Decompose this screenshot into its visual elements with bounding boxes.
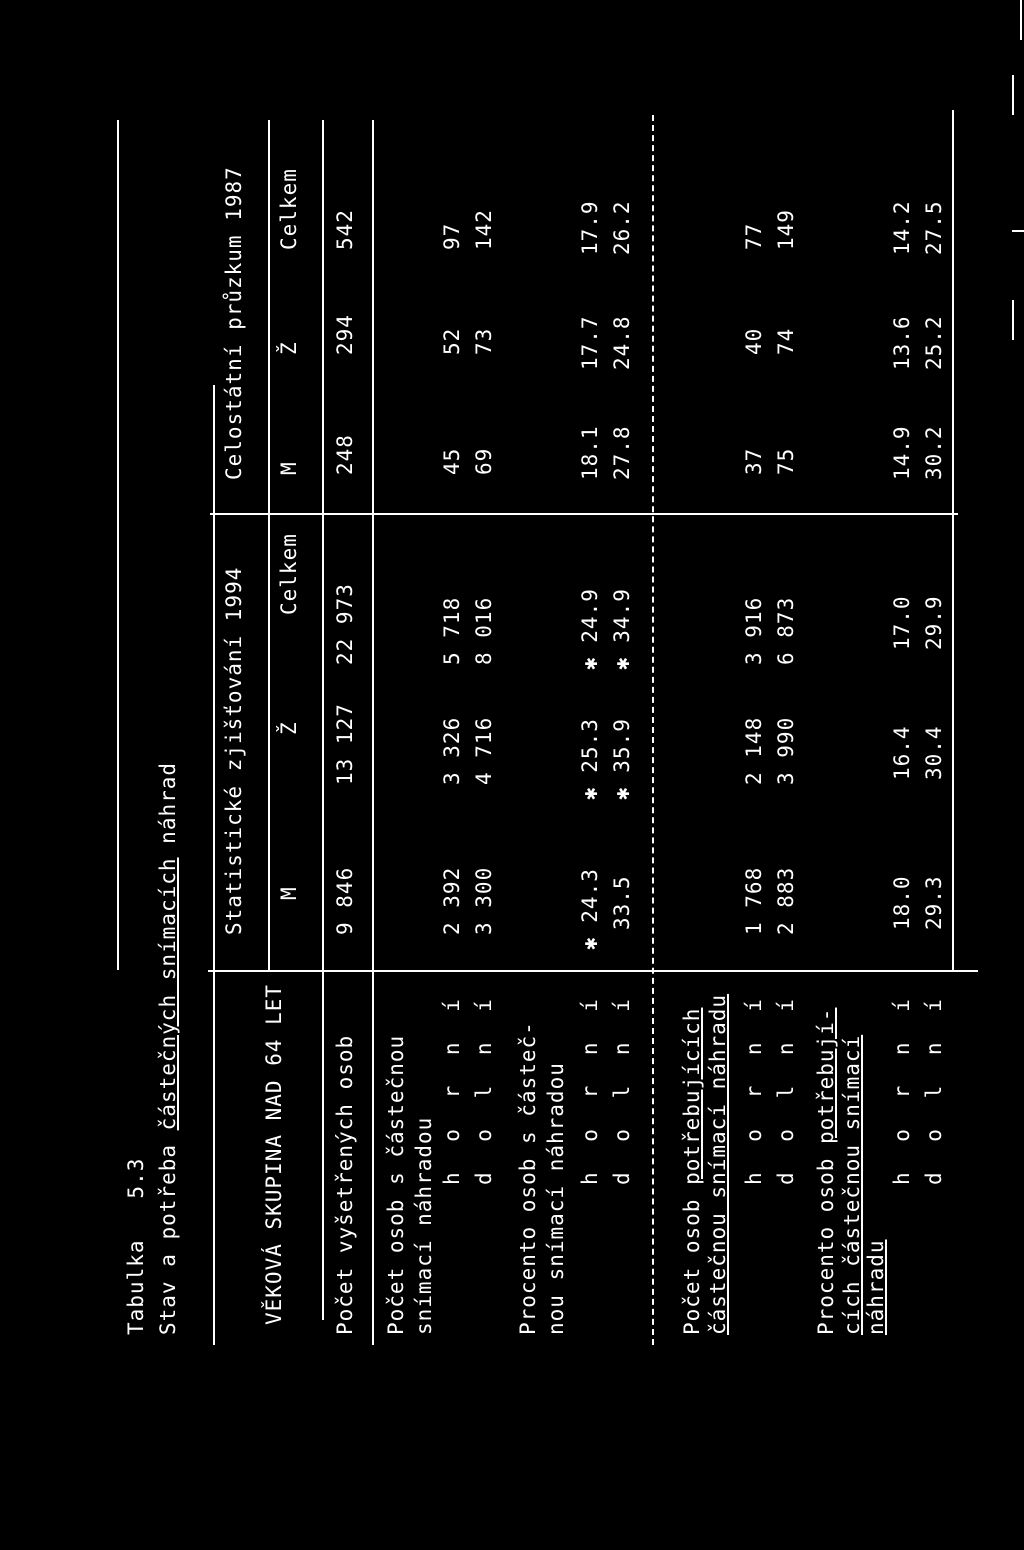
rule-after-examined xyxy=(372,120,374,1345)
scan-edge-mark xyxy=(1020,0,1022,40)
cell: 18.0 xyxy=(890,875,914,930)
dashed-separator xyxy=(652,115,654,1345)
cell: ✱ 34.9 xyxy=(610,588,634,670)
cell: 16.4 xyxy=(890,725,914,780)
header-col-z-1994: Ž xyxy=(277,721,301,735)
row-label-upper: h o r n í xyxy=(890,990,914,1185)
scan-edge-mark xyxy=(1012,300,1014,340)
section-with-count-label-1: Počet osob s částečnou xyxy=(384,1034,408,1335)
section-need-count-label-2: částečnou snímací náhradu xyxy=(706,993,730,1335)
cell: ✱ 24.3 xyxy=(578,868,602,950)
cell: 17.7 xyxy=(578,315,602,370)
section-need-count-label-1 xyxy=(680,1008,704,1335)
rule-header-bottom xyxy=(322,120,324,1320)
section-need-pct-label-3: náhradu xyxy=(864,1239,888,1335)
cell: 74 xyxy=(774,327,798,355)
cell: 3 300 xyxy=(472,866,496,935)
row-label-upper: h o r n í xyxy=(742,990,766,1185)
cell: 3 326 xyxy=(440,716,464,785)
scan-edge-mark xyxy=(1012,75,1014,115)
cell: 29.3 xyxy=(922,875,946,930)
label-prefix: Počet osob xyxy=(680,1184,704,1335)
cell: 142 xyxy=(472,209,496,250)
cell: 2 883 xyxy=(774,866,798,935)
row-label-lower: d o l n í xyxy=(774,990,798,1185)
cell: 6 873 xyxy=(774,596,798,665)
section-with-pct-label-2: nou snímací náhradou xyxy=(544,1062,568,1335)
header-col-m-1987: M xyxy=(277,461,301,475)
cell: 30.4 xyxy=(922,725,946,780)
cell: 29.9 xyxy=(922,595,946,650)
cell: ✱ 35.9 xyxy=(610,718,634,800)
cell: 542 xyxy=(333,209,357,250)
section-with-pct-label-1: Procento osob s částeč- xyxy=(516,1021,540,1335)
cell: ✱ 25.3 xyxy=(578,718,602,800)
separator-groups xyxy=(210,513,958,515)
cell: 27.5 xyxy=(922,200,946,255)
cell: 4 716 xyxy=(472,716,496,785)
rule-group-underline xyxy=(268,120,270,970)
cell: 2 392 xyxy=(440,866,464,935)
row-examined-label: Počet vyšetřených osob xyxy=(333,1034,357,1335)
cell: 8 016 xyxy=(472,596,496,665)
cell: 17.9 xyxy=(578,200,602,255)
header-group-1994: Statistické zjišťování 1994 xyxy=(222,566,246,935)
rule-top-left xyxy=(213,385,215,1345)
scan-edge-mark xyxy=(1012,230,1024,232)
cell: 26.2 xyxy=(610,200,634,255)
label-underlined: potřebují- xyxy=(814,1007,838,1144)
cell: 27.8 xyxy=(610,425,634,480)
cell: 24.8 xyxy=(610,315,634,370)
separator-labels xyxy=(208,970,978,972)
cell: 294 xyxy=(333,314,357,355)
cell: 17.0 xyxy=(890,595,914,650)
row-label-lower: d o l n í xyxy=(472,990,496,1185)
cell: 75 xyxy=(774,447,798,475)
cell: 1 768 xyxy=(742,866,766,935)
cell: 97 xyxy=(440,222,464,250)
header-col-total-1987: Celkem xyxy=(277,168,301,250)
table-title xyxy=(156,762,180,1335)
cell: ✱ 24.9 xyxy=(578,588,602,670)
title-underlined: částečných snímacích xyxy=(156,857,180,1131)
cell: 45 xyxy=(440,447,464,475)
cell: 2 148 xyxy=(742,716,766,785)
cell: 18.1 xyxy=(578,425,602,480)
cell: 3 990 xyxy=(774,716,798,785)
title-prefix: Stav a potřeba xyxy=(156,1130,180,1335)
cell: 22 973 xyxy=(333,583,357,665)
cell: 13 127 xyxy=(333,703,357,785)
cell: 37 xyxy=(742,447,766,475)
cell: 9 846 xyxy=(333,866,357,935)
table-number: Tabulka 5.3 xyxy=(124,1157,148,1335)
cell: 149 xyxy=(774,209,798,250)
label-prefix: Procento osob xyxy=(814,1143,838,1335)
header-group-1987: Celostátní průzkum 1987 xyxy=(222,166,246,480)
cell: 3 916 xyxy=(742,596,766,665)
header-row-label: VĚKOVÁ SKUPINA NAD 64 LET xyxy=(262,983,286,1325)
cell: 25.2 xyxy=(922,315,946,370)
rule-top-right xyxy=(117,120,119,970)
section-with-count-label-2: snímací náhradou xyxy=(412,1116,436,1335)
cell: 73 xyxy=(472,327,496,355)
cell: 52 xyxy=(440,327,464,355)
rule-bottom xyxy=(952,110,954,970)
cell: 30.2 xyxy=(922,425,946,480)
row-label-lower: d o l n í xyxy=(610,990,634,1185)
cell: 14.9 xyxy=(890,425,914,480)
label-underlined: potřebujících xyxy=(680,1007,704,1185)
section-need-pct-label-1 xyxy=(814,1008,838,1335)
header-col-z-1987: Ž xyxy=(277,341,301,355)
cell: 248 xyxy=(333,434,357,475)
header-col-total-1994: Celkem xyxy=(277,533,301,615)
cell: 33.5 xyxy=(610,875,634,930)
cell: 5 718 xyxy=(440,596,464,665)
title-suffix: náhrad xyxy=(156,761,180,858)
header-col-m-1994: M xyxy=(277,886,301,900)
cell: 77 xyxy=(742,222,766,250)
cell: 14.2 xyxy=(890,200,914,255)
cell: 69 xyxy=(472,447,496,475)
row-label-upper: h o r n í xyxy=(440,990,464,1185)
row-label-lower: d o l n í xyxy=(922,990,946,1185)
section-need-pct-label-2: cích částečnou snímací xyxy=(840,1034,864,1335)
cell: 13.6 xyxy=(890,315,914,370)
row-label-upper: h o r n í xyxy=(578,990,602,1185)
cell: 40 xyxy=(742,327,766,355)
